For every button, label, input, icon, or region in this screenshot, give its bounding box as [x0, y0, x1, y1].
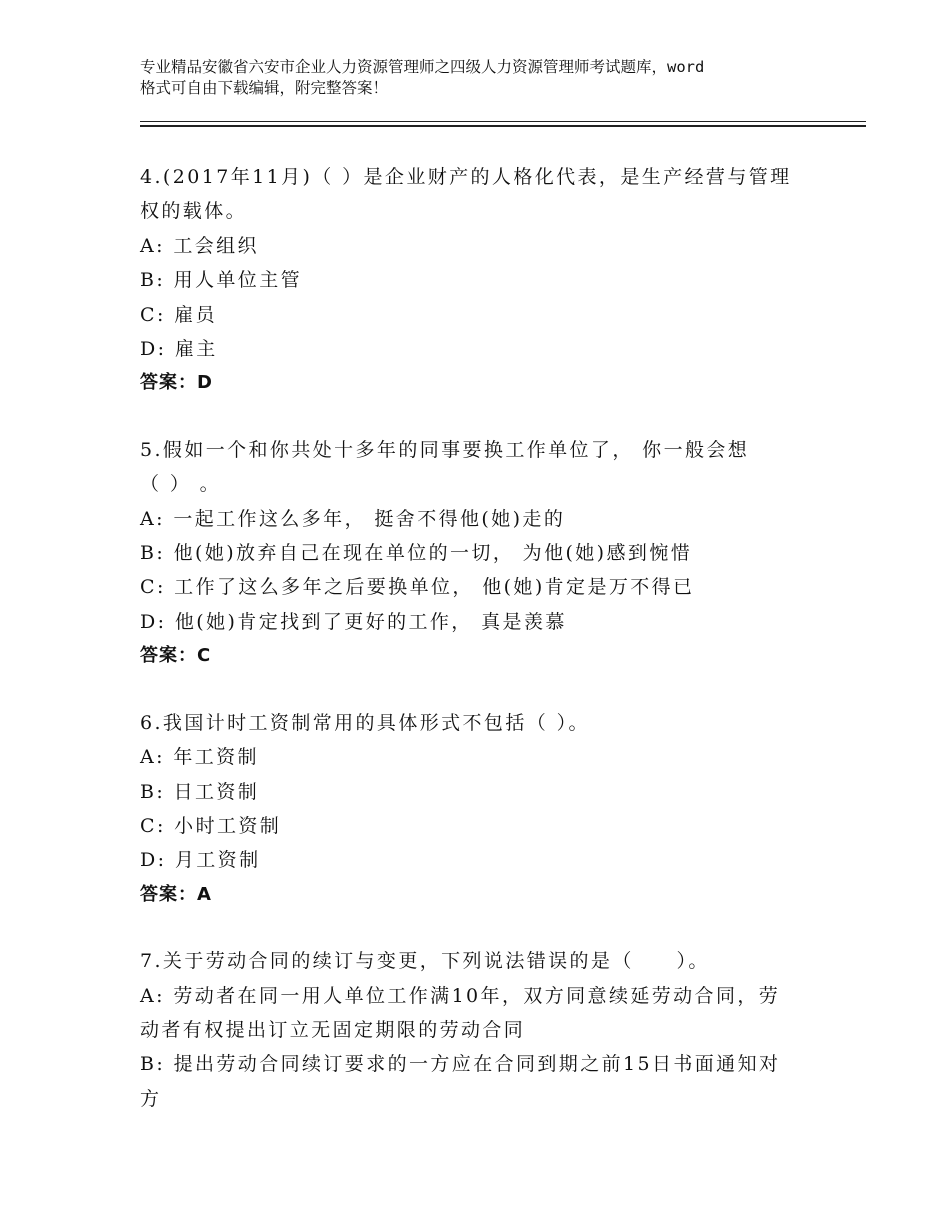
- option-a-continued: 动者有权提出订立无固定期限的劳动合同: [140, 1018, 526, 1041]
- option-d: D: 他(她)肯定找到了更好的工作， 真是羡慕: [140, 610, 567, 633]
- question-5: [140, 433, 820, 674]
- question-stem: 4.(2017年11月)（ ）是企业财产的人格化代表，是生产经营与管理: [140, 166, 792, 188]
- question-spacer: [140, 401, 820, 433]
- option-a: A: 年工资制: [140, 746, 259, 769]
- option-b: B: 日工资制: [140, 780, 260, 803]
- option-a: A: 一起工作这么多年， 挺舍不得他(她)走的: [140, 507, 566, 530]
- question-4: [140, 160, 820, 401]
- question-stem-continued: 权的载体。: [140, 200, 248, 223]
- answer-label: 答案：D: [140, 372, 213, 394]
- option-b: B: 用人单位主管: [140, 269, 303, 292]
- question-stem-continued: （ ） 。: [140, 473, 222, 496]
- option-c: C: 工作了这么多年之后要换单位， 他(她)肯定是万不得已: [140, 576, 695, 599]
- option-a: A: 工会组织: [140, 234, 259, 257]
- question-spacer: [140, 912, 820, 944]
- header-title-line-2: 格式可自由下载编辑，附完整答案！: [140, 79, 389, 97]
- option-d: D: 雇主: [140, 338, 218, 361]
- option-b-continued: 方: [140, 1087, 162, 1110]
- question-6: [140, 706, 820, 912]
- question-stem: 7.关于劳动合同的续订与变更，下列说法错误的是（ ）。: [140, 950, 710, 973]
- document-header: [140, 57, 840, 99]
- question-list: [140, 160, 820, 1116]
- answer-label: 答案：C: [140, 645, 212, 667]
- option-c: C: 雇员: [140, 303, 217, 326]
- option-d: D: 月工资制: [140, 849, 261, 872]
- header-divider-thin: [140, 121, 866, 122]
- option-a: A: 劳动者在同一用人单位工作满10年，双方同意续延劳动合同，劳: [140, 984, 781, 1007]
- question-spacer: [140, 674, 820, 706]
- header-title-line-1: 专业精品安徽省六安市企业人力资源管理师之四级人力资源管理师考试题库，word: [140, 58, 705, 76]
- option-c: C: 小时工资制: [140, 814, 282, 837]
- header-divider-thick: [140, 125, 866, 127]
- option-b: B: 提出劳动合同续订要求的一方应在合同到期之前15日书面通知对: [140, 1053, 781, 1076]
- question-stem: 6.我国计时工资制常用的具体形式不包括（ ）。: [140, 711, 590, 734]
- question-7: [140, 944, 820, 1116]
- answer-label: 答案：A: [140, 883, 212, 905]
- option-b: B: 他(她)放弃自己在现在单位的一切， 为他(她)感到惋惜: [140, 542, 693, 565]
- question-stem: 5.假如一个和你共处十多年的同事要换工作单位了， 你一般会想: [140, 438, 750, 461]
